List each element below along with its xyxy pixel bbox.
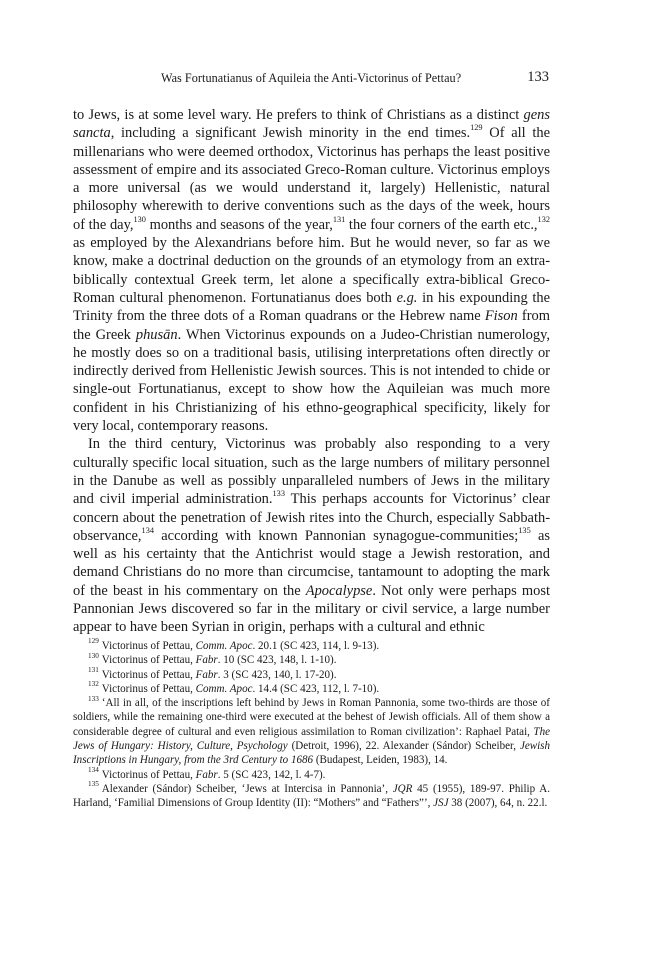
footnote-133 xyxy=(73,696,550,767)
text-run: according with known Pannonian synagogue-communities; xyxy=(154,527,519,544)
text-run: This perhaps accounts for Victorinus’ clear concern about the penetration of Jewish rites into the Church, especially Sabbath-observance, xyxy=(73,491,550,544)
italic-text: The Jews of Hungary: History, Culture, Psychology xyxy=(73,725,550,753)
italic-text: Fabr xyxy=(195,768,218,781)
footnote-ref: 132 xyxy=(537,214,550,224)
italic-text: gens sancta xyxy=(73,107,550,142)
italic-text: Apocalypse xyxy=(305,582,373,599)
running-header xyxy=(73,71,550,89)
footnote-number: 133 xyxy=(88,694,99,703)
text-run: . 20.1 (SC 423, 114, l. 9-13). xyxy=(252,640,380,652)
text-run: in his expounding the Trinity from the three dots of a Roman quadrans or the Hebrew name xyxy=(73,289,550,325)
paragraph xyxy=(73,435,550,636)
text-run: . 3 (SC 423, 140, l. 17-20). xyxy=(217,668,337,681)
text-run: . When Victorinus expounds on a Judeo-Christian numerology, he mostly does so on a traditional basis, utilising interpretations often directly or indirectly derived from Hellenistic Jewish sources. This is not intended to chide or single-out Fortunatianus, except to show how the Aquileian was much more confident in his Christianizing of his ethno-geographical specificity, likely for very local, contemporary reasons. xyxy=(73,326,550,435)
footnote-135 xyxy=(73,782,550,811)
text-run: (Detroit, 1996), 22. Alexander (Sándor) Scheiber, xyxy=(287,740,520,753)
italic-text: JQR xyxy=(392,782,413,795)
text-run: Victorinus of Pettau, xyxy=(101,668,196,681)
page-number: 133 xyxy=(527,69,549,85)
text-run: 45 (1955), 189-97. Philip A. Harland, ‘Familial Dimensions of Group Identity (II): “Mothers” and “Fathers”’, xyxy=(73,782,551,810)
footnote-130 xyxy=(73,653,550,667)
text-run: . Not only were perhaps most Pannonian Jews discovered so far in the military or civil service, a large number appear to have been Syrian in origin, perhaps with a cultural and ethnic xyxy=(73,582,550,636)
text-run: . 10 (SC 423, 148, l. 1-10). xyxy=(217,654,337,667)
footnote-129 xyxy=(73,639,550,653)
text-run: (Budapest, Leiden, 1983), 14. xyxy=(313,754,448,767)
footnote-number: 132 xyxy=(88,680,99,689)
footnote-ref: 130 xyxy=(133,214,146,224)
italic-text: Fison xyxy=(484,308,518,325)
text-run: to Jews, is at some level wary. He prefers to think of Christians as a distinct xyxy=(73,107,524,123)
text-run: Victorinus of Pettau, xyxy=(101,654,196,667)
text-run: months and seasons of the year, xyxy=(145,216,333,233)
italic-text: Jewish Inscriptions in Hungary, from the 3rd Century to 1686 xyxy=(73,740,551,767)
text-run: Victorinus of Pettau, xyxy=(101,768,196,781)
footnote-ref: 135 xyxy=(518,526,531,536)
text-run: as well as his certainty that the Antichrist would stage a Jewish restoration, and demand Christians do no more than circumcise, tantamount to adopting the mark of the beast in his commentary on the xyxy=(73,527,550,599)
text-run: the four corners of the earth etc., xyxy=(345,216,538,233)
italic-text: phusān xyxy=(135,326,178,343)
text-run: as employed by the Alexandrians before him. But he would never, so far as we know, make a doctrinal deduction on the grounds of an etymology from an extra-biblically contextual Greek term, let alone a specifically extra-biblical Greco-Roman cultural phenomenon. Fortunatianus does both xyxy=(73,235,550,306)
footnote-ref: 129 xyxy=(470,123,483,133)
text-run: Victorinus of Pettau, xyxy=(101,640,196,652)
text-run: Of all the millenarians who were deemed orthodox, Victorinus has perhaps the least positive assessment of empire and its associated Greco-Roman culture. Victorinus employs a more universal (as we would understand it, largely) Hellenistic, natural philosophy wherewith to derive conventions such as the days of the week, hours of the day, xyxy=(73,125,550,233)
footnote-ref: 131 xyxy=(332,214,346,224)
text-run: from the Greek xyxy=(73,308,550,343)
text-run: ‘All in all, of the inscriptions left behind by Jews in Roman Pannonia, some two-thirds are those of soldiers, while the remaining one-third were executed at the behest of Jewish officials. All of them show a considerable degree of cultural and even religious assimilation to Roman civilization’: Raphael Patai, xyxy=(73,697,550,738)
footnote-number: 130 xyxy=(88,651,99,660)
footnote-number: 135 xyxy=(88,780,99,789)
text-run: Alexander (Sándor) Scheiber, ‘Jews at Intercisa in Pannonia’, xyxy=(101,782,393,795)
main-text xyxy=(73,106,550,637)
text-run: , including a significant Jewish minority in the end times. xyxy=(110,125,471,142)
footnote-ref: 133 xyxy=(272,489,285,499)
footnote-number: 131 xyxy=(88,665,99,674)
running-title: Was Fortunatianus of Aquileia the Anti-Victorinus of Pettau? xyxy=(161,71,462,85)
footnotes xyxy=(73,639,550,811)
text-run: 38 (2007), 64, n. 22.l. xyxy=(448,797,548,810)
italic-text: Fabr xyxy=(195,654,218,667)
italic-text: Comm. Apoc xyxy=(195,682,253,695)
text-run: . 5 (SC 423, 142, l. 4-7). xyxy=(217,768,326,781)
footnote-number: 129 xyxy=(88,637,99,646)
italic-text: Fabr xyxy=(195,668,218,681)
footnote-132 xyxy=(73,682,550,696)
paragraph xyxy=(73,106,550,435)
italic-text: Comm. Apoc xyxy=(195,640,253,652)
footnote-134 xyxy=(73,768,550,782)
text-run: In the third century, Victorinus was probably also responding to a very culturally specific local situation, such as the large numbers of military personnel in the Danube as well as possibly unparalleled numbers of Jews in the military and civil imperial administration. xyxy=(73,436,550,508)
italic-text: e.g. xyxy=(396,289,418,306)
text-run: Victorinus of Pettau, xyxy=(101,682,196,695)
footnote-ref: 134 xyxy=(141,526,154,536)
footnote-number: 134 xyxy=(88,766,99,774)
footnote-131 xyxy=(73,665,550,682)
italic-text: JSJ xyxy=(433,797,449,810)
text-run: . 14.4 (SC 423, 112, l. 7-10). xyxy=(252,682,380,695)
